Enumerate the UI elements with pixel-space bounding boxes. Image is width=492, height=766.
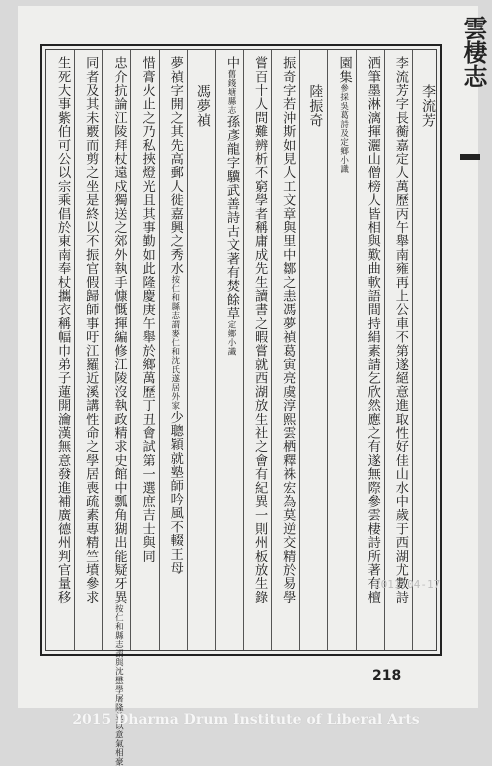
column-rule — [412, 50, 413, 650]
column-annotation: 定鄉小識 — [225, 320, 236, 357]
text-column — [104, 56, 128, 766]
date-stamp: 2011-04-17 — [374, 578, 441, 591]
text-column — [386, 56, 410, 650]
text-column — [329, 56, 353, 650]
text-column — [76, 56, 100, 650]
column-text: 中 — [223, 56, 239, 70]
column-rule — [102, 50, 103, 650]
column-rule — [215, 50, 216, 650]
watermark: 2015 Dharma Drum Institute of Liberal Arts — [72, 712, 420, 728]
column-rule — [243, 50, 244, 650]
text-column — [245, 56, 269, 650]
column-annotation: 參採吳葛詩及定鄉小識 — [338, 83, 349, 174]
column-text: 生死大事紫伯可公以宗乘倡於東南奉杖攜衣稱幅巾弟子蓮開瀹漢無意發進補廣德州判官量移 — [55, 56, 71, 604]
column-rule — [159, 50, 160, 650]
column-text: 夢禎字開之其先高郵人徙嘉興之秀水 — [167, 56, 183, 276]
column-text: 馮夢禎 — [194, 84, 211, 128]
column-text: 同者及其未覈而剪之坐是終以不振官假歸師事吁江羅近溪講性命之學居喪疏素專精竺墳參求 — [83, 56, 99, 604]
title-mark — [460, 154, 480, 160]
column-annotation: 按仁和縣志謂與沈懋學屠隆並以意氣相豪 — [113, 604, 124, 766]
column-rule — [384, 50, 385, 650]
column-rule — [356, 50, 357, 650]
column-rule — [327, 50, 328, 650]
column-rule — [74, 50, 75, 650]
page-number: 218 — [372, 668, 402, 684]
text-column — [273, 56, 297, 650]
column-text: 園集 — [336, 56, 352, 84]
column-text: 振奇字若沖斯如見人工文章與里中鄒之恚馮夢禎葛寅亮虞淳熙雲栖釋袾宏為莫逆交精於易學 — [280, 56, 296, 604]
column-text: 陸振奇 — [307, 84, 324, 128]
biography-heading — [189, 84, 213, 678]
column-text: 李流芳 — [419, 84, 436, 128]
column-text: 惜膏火止之乃私挾燈光且其事勤如此隆慶庚午舉於鄉萬歷丁丑會試第一選庶吉士與同 — [139, 56, 155, 563]
column-text: 李流芳字長蘅嘉定人萬歷丙午舉南雍再上公車不第遂絕意進取性好佳山水中歲于西湖尤數詩 — [392, 56, 408, 604]
column-rule — [271, 50, 272, 650]
text-column — [358, 56, 382, 650]
column-text-continued: 孫彥龍字驥武善詩古文著有焚餘草 — [223, 114, 239, 321]
text-column — [48, 56, 72, 650]
column-rule — [187, 50, 188, 650]
column-text: 嘗百十人問難辨析不窮學者稱庸成先生讀書之暇嘗就西湖放生社之會有紀異一則州板放生錄 — [252, 56, 268, 604]
book-title: 雲棲志 — [459, 16, 488, 88]
column-annotation: 舊錢塘縣志 — [225, 69, 236, 115]
column-rule — [299, 50, 300, 650]
column-text: 洒筆墨淋漓揮灑山僧榜人皆相與歎曲軟語間持絹素請乞欣然應之有遂無際參雲棲詩所著有檀 — [364, 56, 380, 604]
column-rule — [130, 50, 131, 650]
text-column — [132, 56, 156, 650]
column-text-continued: 少聰穎就塾師吟風不輟王母 — [167, 410, 183, 575]
column-annotation: 按仁和縣志謂麥仁和沈氏遂居外家 — [169, 275, 180, 411]
text-column — [217, 56, 241, 650]
biography-heading — [301, 84, 325, 678]
column-text: 忠介抗論江陵拜杖遠戍獨送之郊外執手慷慨揮編修江陵沒執政精求史館中瓢角猢出能疑牙異 — [111, 56, 127, 604]
text-column — [161, 56, 185, 650]
